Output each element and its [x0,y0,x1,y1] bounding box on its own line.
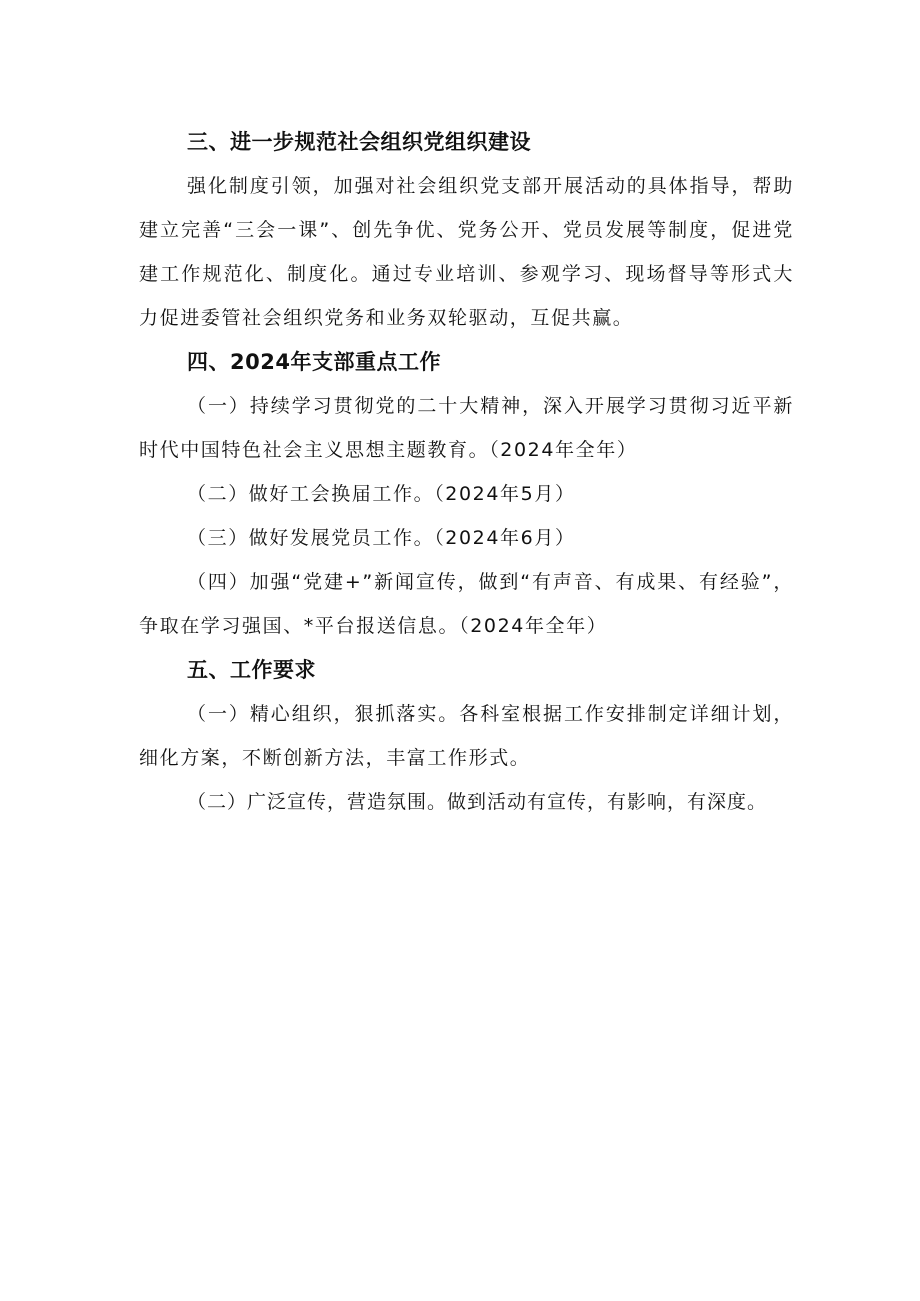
section-5-item-2: （二）广泛宣传，营造氛围。做到活动有宣传，有影响，有深度。 [187,791,768,813]
section-4-item-1: （一）持续学习贯彻党的二十大精神，深入开展学习贯彻习近平新时代中国特色社会主义思想主题教育。（2024年全年） [139,395,794,461]
section-4-item-3: （三）做好发展党员工作。（2024年6月） [187,527,576,549]
section-5-item-1: （一）精心组织，狠抓落实。各科室根据工作安排制定详细计划，细化方案，不断创新方法，丰富工作形式。 [139,703,794,769]
section-heading-4: 四、2024年支部重点工作 [187,350,441,374]
section-4-item-4: （四）加强“党建+”新闻宣传，做到“有声音、有成果、有经验”，争取在学习强国、*平台报送信息。（2024年全年） [139,571,794,637]
document-body [139,120,794,824]
section-heading-3: 三、进一步规范社会组织党组织建设 [187,130,531,154]
section-4-item-2: （二）做好工会换届工作。（2024年5月） [187,483,576,505]
section-3-paragraph: 强化制度引领，加强对社会组织党支部开展活动的具体指导，帮助建立完善“三会一课”、创先争优、党务公开、党员发展等制度，促进党建工作规范化、制度化。通过专业培训、参观学习、现场督导等形式大力促进委管社会组织党务和业务双轮驱动，互促共赢。 [139,175,794,329]
section-heading-5: 五、工作要求 [187,658,316,682]
